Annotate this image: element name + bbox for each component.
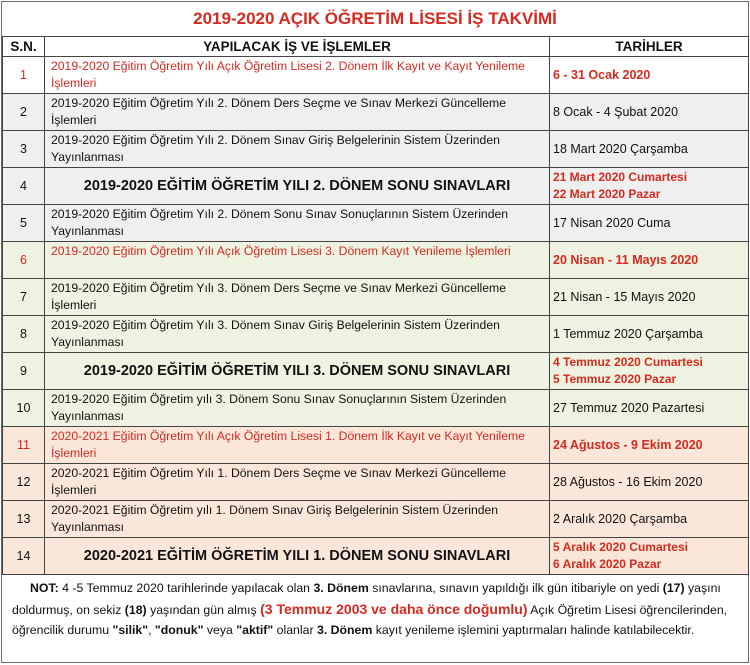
row-task: 2019-2020 EĞİTİM ÖĞRETİM YILI 2. DÖNEM SONU SINAVLARI: [45, 168, 550, 205]
row-date-line-1: 4 Temmuz 2020 Cumartesi: [553, 355, 703, 369]
note-text: Açık Öğretim Lisesi öğrencilerinden, öğrencilik durumu: [12, 602, 728, 637]
note-text: sınavlarına, sınavın yapıldığı ilk gün itibariyle on yedi: [368, 581, 663, 595]
row-number: 11: [3, 427, 45, 464]
row-date: 20 Nisan - 11 Mayıs 2020: [550, 242, 749, 279]
note-text: yaşından gün almış: [146, 602, 261, 617]
table-row: [3, 316, 749, 353]
row-number: 6: [3, 242, 45, 279]
row-date: 28 Ağustos - 16 Ekim 2020: [550, 464, 749, 501]
row-date-line-2: 22 Mart 2020 Pazar: [553, 187, 661, 201]
row-number: 9: [3, 353, 45, 390]
row-task: 2019-2020 Eğitim Öğretim Yılı Açık Öğretim Lisesi 2. Dönem İlk Kayıt ve Kayıt Yenileme İşlemleri: [45, 57, 550, 94]
row-date: 8 Ocak - 4 Şubat 2020: [550, 94, 749, 131]
schedule-table: [2, 36, 749, 575]
table-row: [3, 94, 749, 131]
table-row: [3, 464, 749, 501]
table-row: [3, 279, 749, 316]
row-date-line-2: 6 Aralık 2020 Pazar: [553, 557, 662, 571]
row-date: 1 Temmuz 2020 Çarşamba: [550, 316, 749, 353]
table-row: [3, 168, 749, 205]
calendar-document: [1, 1, 749, 663]
row-task: 2020-2021 EĞİTİM ÖĞRETİM YILI 1. DÖNEM SONU SINAVLARI: [45, 538, 550, 575]
table-row: [3, 353, 749, 390]
row-task: 2019-2020 Eğitim Öğretim Yılı Açık Öğretim Lisesi 3. Dönem Kayıt Yenileme İşlemleri: [45, 242, 550, 279]
note-highlight: (3 Temmuz 2003 ve daha önce doğumlu): [260, 600, 528, 617]
row-number: 1: [3, 57, 45, 94]
row-date-line-1: 21 Mart 2020 Cumartesi: [553, 170, 688, 184]
note-bold: 3. Dönem: [316, 623, 373, 637]
row-date: 27 Temmuz 2020 Pazartesi: [550, 390, 749, 427]
note-text: 4 -5 Temmuz 2020 tarihlerinde yapılacak olan: [58, 581, 314, 595]
row-number: 14: [3, 538, 45, 575]
row-task: 2019-2020 Eğitim Öğretim Yılı 3. Dönem Ders Seçme ve Sınav Merkezi Güncelleme İşlemleri: [45, 279, 550, 316]
row-date: [550, 353, 749, 390]
note-text: ,: [148, 623, 155, 637]
note-text: kayıt yenileme işlemini yaptırmaları halinde katılabilecektir.: [372, 623, 695, 637]
row-task: 2019-2020 Eğitim Öğretim Yılı 2. Dönem Sonu Sınav Sonuçlarının Sistem Üzerinden Yayınlanması: [45, 205, 550, 242]
row-number: 7: [3, 279, 45, 316]
note-bold: 3. Dönem: [313, 581, 369, 595]
row-date: 2 Aralık 2020 Çarşamba: [550, 501, 749, 538]
row-task: 2019-2020 Eğitim Öğretim Yılı 2. Dönem Ders Seçme ve Sınav Merkezi Güncelleme İşlemleri: [45, 94, 550, 131]
row-task: 2019-2020 Eğitim Öğretim Yılı 2. Dönem Sınav Giriş Belgelerinin Sistem Üzerinden Yayınlanması: [45, 131, 550, 168]
row-date-line-2: 5 Temmuz 2020 Pazar: [553, 372, 677, 386]
table-row: [3, 427, 749, 464]
table-row: [3, 242, 749, 279]
table-row: [3, 538, 749, 575]
table-row: [3, 131, 749, 168]
row-task: 2019-2020 EĞİTİM ÖĞRETİM YILI 3. DÖNEM SONU SINAVLARI: [45, 353, 550, 390]
row-date: 24 Ağustos - 9 Ekim 2020: [550, 427, 749, 464]
note-bold: "donuk": [154, 623, 204, 637]
note-bold: "aktif": [236, 623, 274, 637]
table-row: [3, 390, 749, 427]
row-task: 2020-2021 Eğitim Öğretim yılı 1. Dönem Sınav Giriş Belgelerinin Sistem Üzerinden Yayınlanması: [45, 501, 550, 538]
row-number: 12: [3, 464, 45, 501]
note-bold: "silik": [112, 623, 149, 637]
note-bold: (17): [662, 581, 685, 595]
row-task: 2020-2021 Eğitim Öğretim Yılı 1. Dönem Ders Seçme ve Sınav Merkezi Güncelleme İşlemleri: [45, 464, 550, 501]
footnote: [2, 576, 748, 662]
row-date-line-1: 5 Aralık 2020 Cumartesi: [553, 540, 688, 554]
row-date: [550, 538, 749, 575]
note-text: veya: [203, 623, 237, 637]
row-task: 2019-2020 Eğitim Öğretim yılı 3. Dönem Sonu Sınav Sonuçlarının Sistem Üzerinden Yayınlanması: [45, 390, 550, 427]
row-task: 2020-2021 Eğitim Öğretim Yılı Açık Öğretim Lisesi 1. Dönem İlk Kayıt ve Kayıt Yenileme İşlemleri: [45, 427, 550, 464]
note-text: olanlar: [273, 623, 317, 637]
table-row: [3, 501, 749, 538]
note-text: yaşını doldurmuş, on sekiz: [12, 581, 721, 617]
row-number: 3: [3, 131, 45, 168]
row-number: 10: [3, 390, 45, 427]
header-sn: S.N.: [3, 37, 45, 57]
row-date: 18 Mart 2020 Çarşamba: [550, 131, 749, 168]
document-title: 2019-2020 AÇIK ÖĞRETİM LİSESİ İŞ TAKVİMİ: [2, 2, 748, 37]
header-date: TARİHLER: [550, 37, 749, 57]
table-row: [3, 57, 749, 94]
row-number: 13: [3, 501, 45, 538]
note-label: NOT:: [30, 581, 59, 595]
row-date: 6 - 31 Ocak 2020: [550, 57, 749, 94]
header-task: YAPILACAK İŞ VE İŞLEMLER: [45, 37, 550, 57]
row-number: 5: [3, 205, 45, 242]
row-number: 2: [3, 94, 45, 131]
row-task: 2019-2020 Eğitim Öğretim Yılı 3. Dönem Sınav Giriş Belgelerinin Sistem Üzerinden Yayınlanması: [45, 316, 550, 353]
row-number: 4: [3, 168, 45, 205]
row-date: 17 Nisan 2020 Cuma: [550, 205, 749, 242]
note-bold: (18): [124, 602, 147, 617]
row-date: [550, 168, 749, 205]
row-number: 8: [3, 316, 45, 353]
table-header-row: [3, 37, 749, 57]
row-date: 21 Nisan - 15 Mayıs 2020: [550, 279, 749, 316]
table-row: [3, 205, 749, 242]
